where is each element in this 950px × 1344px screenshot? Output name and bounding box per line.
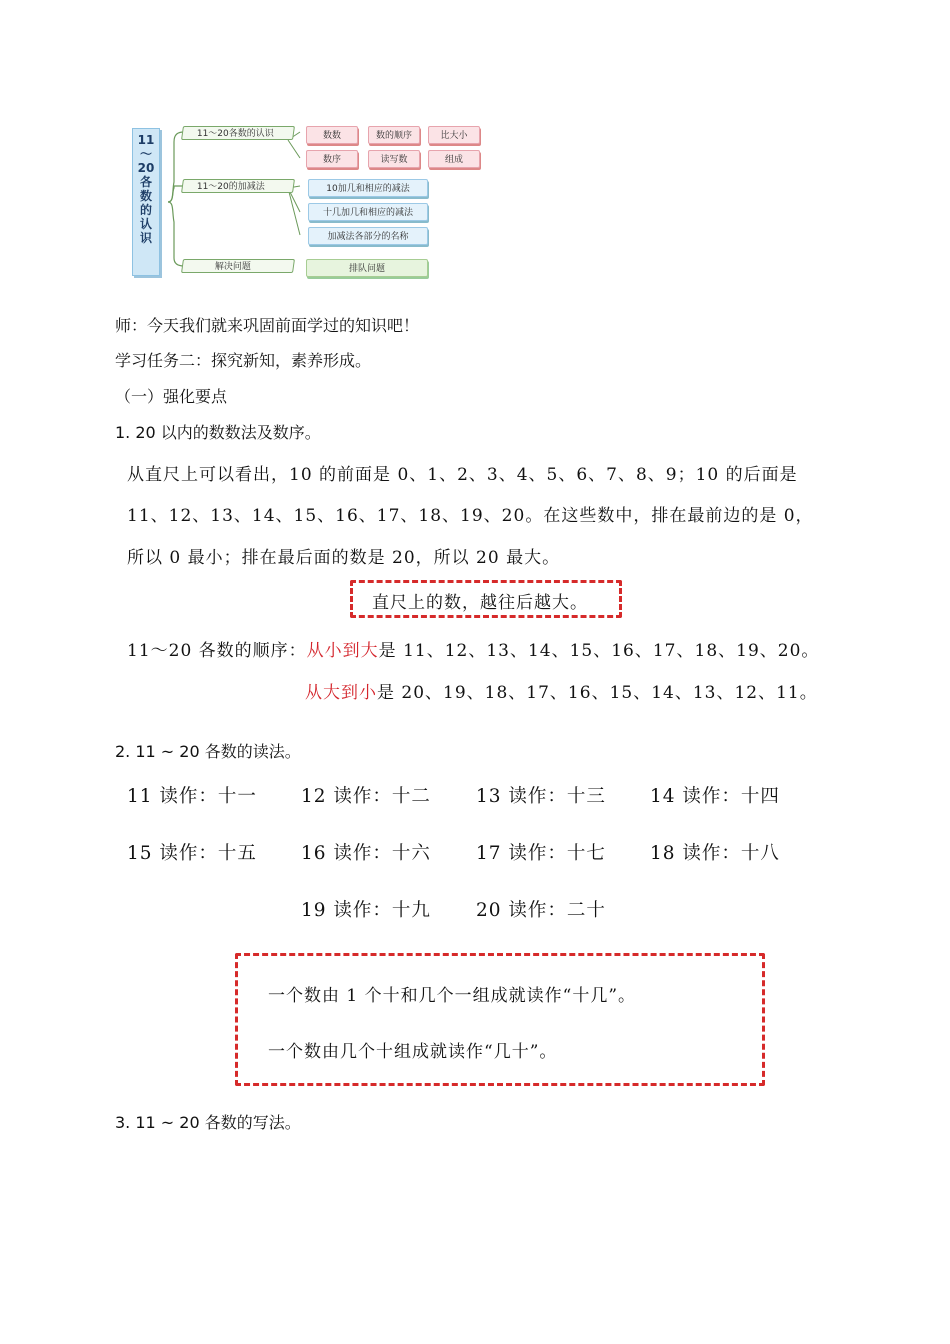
item1-heading: 1. 20 以内的数数法及数序。 — [115, 423, 321, 442]
title-char: 20 — [137, 161, 155, 175]
chip-composition: 组成 — [428, 150, 480, 168]
item1-paragraph-line3: 所以 0 最小；排在最后面的数是 20，所以 20 最大。 — [127, 548, 561, 568]
reading-14: 14 读作：十四 — [650, 786, 780, 807]
title-char: 数 — [139, 189, 152, 203]
reading-13: 13 读作：十三 — [476, 786, 606, 807]
reading-17: 17 读作：十七 — [476, 843, 606, 864]
chip-sequence: 数序 — [306, 150, 358, 168]
ruler-note: 直尺上的数，越往后越大。 — [372, 593, 588, 613]
order-ascending-line — [127, 636, 819, 661]
item3-heading: 3. 11 ~ 20 各数的写法。 — [115, 1113, 301, 1132]
title-char: ～ — [139, 147, 152, 161]
ascending-sequence: 是 11、12、13、14、15、16、17、18、19、20。 — [378, 641, 820, 661]
descending-label: 从大到小 — [305, 683, 377, 703]
item2-heading: 2. 11 ~ 20 各数的读法。 — [115, 742, 301, 761]
knowledge-mindmap — [128, 122, 468, 284]
title-char: 各 — [139, 175, 152, 189]
reading-15: 15 读作：十五 — [127, 843, 257, 864]
chip-counting: 数数 — [306, 126, 358, 144]
chip-ten-plus: 10加几和相应的减法 — [308, 179, 428, 197]
reading-19: 19 读作：十九 — [301, 900, 431, 921]
chip-read-write: 读写数 — [368, 150, 420, 168]
branch-problem-solving: 解决问题 — [181, 259, 295, 273]
item1-paragraph-line1: 从直尺上可以看出，10 的前面是 0、1、2、3、4、5、6、7、8、9；10 的后面是 — [127, 465, 798, 485]
mindmap-title — [132, 128, 160, 276]
order-descending-line — [305, 678, 818, 703]
chip-compare: 比大小 — [428, 126, 480, 144]
reading-rule-teens: 一个数由 1 个十和几个一组成就读作“十几”。 — [268, 986, 637, 1006]
reading-18: 18 读作：十八 — [650, 843, 780, 864]
chip-queue-problem: 排队问题 — [306, 259, 428, 277]
rules-box — [235, 953, 765, 1086]
task-heading: 学习任务二：探究新知，素养形成。 — [115, 351, 372, 370]
reading-11: 11 读作：十一 — [127, 786, 257, 807]
chip-teens-plus: 十几加几和相应的减法 — [308, 203, 428, 221]
reading-20: 20 读作：二十 — [476, 900, 606, 921]
section-heading: （一）强化要点 — [115, 387, 228, 406]
chip-number-order: 数的顺序 — [368, 126, 420, 144]
chip-operation-names: 加减法各部分的名称 — [308, 227, 428, 245]
title-char: 识 — [139, 231, 152, 245]
teacher-intro: 师：今天我们就来巩固前面学过的知识吧！ — [115, 316, 420, 335]
title-char: 11 — [137, 133, 155, 147]
ascending-label: 从小到大 — [306, 641, 379, 661]
title-char: 的 — [139, 203, 152, 217]
branch-addition-subtraction: 11～20的加减法 — [181, 179, 295, 193]
title-char: 认 — [139, 217, 152, 231]
reading-rule-tens: 一个数由几个十组成就读作“几十”。 — [268, 1042, 558, 1062]
descending-sequence: 是 20、19、18、17、16、15、14、13、12、11。 — [377, 683, 818, 703]
item1-paragraph-line2: 11、12、13、14、15、16、17、18、19、20。在这些数中，排在最前边的是 0， — [127, 506, 814, 526]
reading-12: 12 读作：十二 — [301, 786, 431, 807]
branch-recognition: 11～20各数的认识 — [181, 126, 295, 140]
order-label: 11～20 各数的顺序： — [127, 641, 307, 661]
reading-16: 16 读作：十六 — [301, 843, 431, 864]
